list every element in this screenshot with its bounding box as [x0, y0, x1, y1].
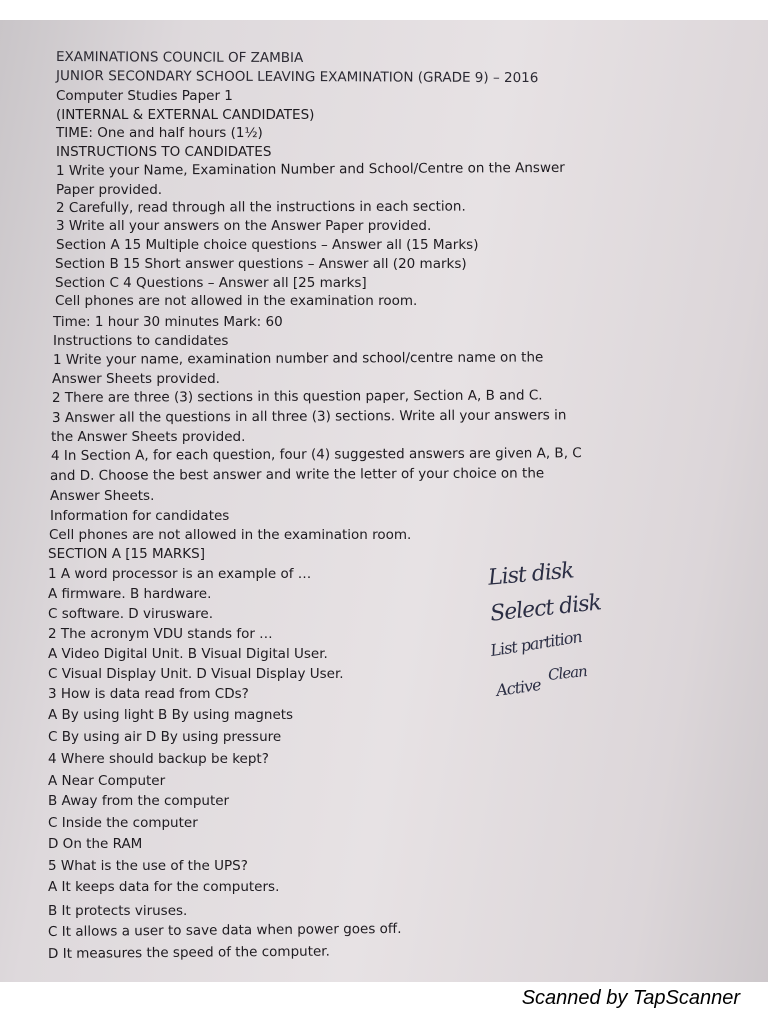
answer-option-line: C Inside the computer	[48, 815, 198, 831]
instruction-line: the Answer Sheets provided.	[51, 429, 246, 445]
council-heading: EXAMINATIONS COUNCIL OF ZAMBIA	[55, 49, 304, 67]
instruction-line: 3 Write all your answers on the Answer Paper provided.	[56, 218, 432, 234]
answer-option-line: B It protects viruses.	[48, 903, 188, 919]
exam-heading: JUNIOR SECONDARY SCHOOL LEAVING EXAMINATION (GRADE 9) – 2016	[55, 68, 539, 87]
handwritten-note: Clean	[547, 662, 588, 684]
time-mark-line: Time: 1 hour 30 minutes Mark: 60	[53, 314, 283, 330]
answer-option-line: A By using light B By using magnets	[48, 707, 294, 723]
time-line: TIME: One and half hours (1½)	[56, 125, 263, 141]
instruction-line: Answer Sheets.	[50, 488, 155, 504]
answer-option-line: C By using air D By using pressure	[48, 729, 282, 745]
question-line: 1 A word processor is an example of …	[48, 566, 312, 582]
question-line: 5 What is the use of the UPS?	[48, 858, 248, 874]
instruction-line: 3 Answer all the questions in all three (3) sections. Write all your answers in	[51, 407, 567, 426]
cell-phone-notice: Cell phones are not allowed in the examination room.	[49, 527, 412, 543]
question-line: 2 The acronym VDU stands for …	[48, 626, 273, 642]
instruction-line: Paper provided.	[56, 182, 163, 198]
question-line: 3 How is data read from CDs?	[48, 686, 249, 702]
paper-title: Computer Studies Paper 1	[56, 88, 233, 104]
answer-option-line: D It measures the speed of the computer.	[47, 943, 330, 962]
instruction-line: 2 Carefully, read through all the instructions in each section.	[55, 198, 466, 216]
candidates-type: (INTERNAL & EXTERNAL CANDIDATES)	[56, 107, 315, 123]
scanned-paper	[0, 20, 768, 982]
handwritten-note: Select disk	[488, 590, 603, 627]
instruction-line: 1 Write your name, examination number and school/centre name on the	[52, 349, 544, 368]
instruction-line: and D. Choose the best answer and write the letter of your choice on the	[49, 465, 545, 484]
answer-option-line: A Near Computer	[48, 773, 166, 789]
instruction-line: 2 There are three (3) sections in this question paper, Section A, B and C.	[51, 387, 543, 406]
instruction-line: 4 In Section A, for each question, four (4) suggested answers are given A, B, C	[50, 445, 582, 464]
cell-phone-notice: Cell phones are not allowed in the examination room.	[55, 293, 418, 309]
answer-option-line: D On the RAM	[48, 836, 143, 852]
section-c-info: Section C 4 Questions – Answer all [25 marks]	[55, 275, 367, 291]
answer-option-line: A Video Digital Unit. B Visual Digital User.	[48, 646, 328, 662]
answer-option-line: C It allows a user to save data when power goes off.	[47, 920, 402, 940]
answer-option-line: B Away from the computer	[48, 793, 230, 809]
information-heading: Information for candidates	[50, 508, 230, 524]
section-a-heading: SECTION A [15 MARKS]	[48, 546, 205, 562]
handwritten-note: Active	[494, 674, 542, 701]
handwritten-note: List disk	[487, 558, 575, 591]
instructions-subheading: Instructions to candidates	[53, 333, 229, 349]
instruction-line: Answer Sheets provided.	[52, 371, 220, 387]
answer-option-line: C Visual Display Unit. D Visual Display User.	[48, 666, 344, 682]
answer-option-line: A It keeps data for the computers.	[48, 879, 280, 895]
instruction-line: 1 Write your Name, Examination Number and School/Centre on the Answer	[55, 159, 565, 179]
section-a-info: Section A 15 Multiple choice questions – Answer all (15 Marks)	[56, 237, 479, 253]
instructions-heading: INSTRUCTIONS TO CANDIDATES	[56, 144, 272, 160]
answer-option-line: A firmware. B hardware.	[48, 586, 212, 602]
answer-option-line: C software. D virusware.	[48, 606, 214, 622]
section-b-info: Section B 15 Short answer questions – Answer all (20 marks)	[55, 256, 467, 272]
question-line: 4 Where should backup be kept?	[48, 751, 269, 767]
handwritten-note: List partition	[489, 626, 583, 661]
scanner-watermark: Scanned by TapScanner	[521, 987, 740, 1009]
